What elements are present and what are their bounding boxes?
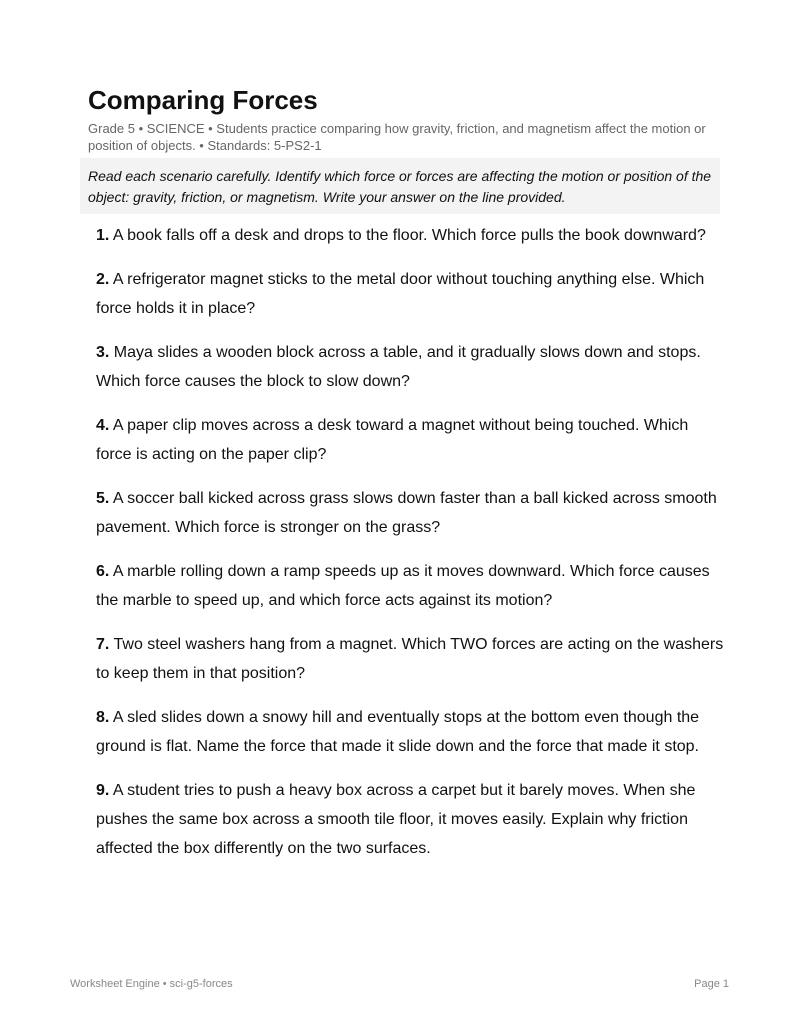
question-text: A refrigerator magnet sticks to the metal door without touching anything else. Which force holds it in place? <box>96 271 705 317</box>
question-3 <box>96 338 726 396</box>
question-8 <box>96 703 726 761</box>
instructions-box: Read each scenario carefully. Identify which force or forces are affecting the motion or position of the object: gravity, friction, or magnetism. Write your answer on the line provided. <box>80 158 720 214</box>
question-text: A soccer ball kicked across grass slows down faster than a ball kicked across smooth pavement. Which force is stronger on the grass? <box>96 490 717 536</box>
question-6 <box>96 557 726 615</box>
question-list <box>96 221 726 878</box>
question-number: 2. <box>96 271 110 288</box>
question-number: 8. <box>96 709 110 726</box>
question-1 <box>96 221 726 250</box>
question-text: Maya slides a wooden block across a table, and it gradually slows down and stops. Which force causes the block to slow down? <box>96 344 701 390</box>
question-number: 7. <box>96 636 110 653</box>
question-5 <box>96 484 726 542</box>
page-subtitle: Grade 5 • SCIENCE • Students practice comparing how gravity, friction, and magnetism affect the motion or position of objects. • Standards: 5-PS2-1 <box>88 121 706 153</box>
question-9 <box>96 776 726 863</box>
question-text: A student tries to push a heavy box across a carpet but it barely moves. When she pushes the same box across a smooth tile floor, it moves easily. Explain why friction affected the box differently on the two surfaces. <box>96 782 696 857</box>
question-number: 5. <box>96 490 110 507</box>
question-text: A sled slides down a snowy hill and eventually stops at the bottom even though the ground is flat. Name the force that made it slide down and the force that made it stop. <box>96 709 700 755</box>
question-number: 6. <box>96 563 110 580</box>
question-text: A paper clip moves across a desk toward a magnet without being touched. Which force is acting on the paper clip? <box>96 417 689 463</box>
page-title: Comparing Forces <box>88 85 318 115</box>
question-text: A marble rolling down a ramp speeds up as it moves downward. Which force causes the marble to speed up, and which force acts against its motion? <box>96 563 710 609</box>
footer-source: Worksheet Engine • sci-g5-forces <box>70 978 233 990</box>
footer-page-number: Page 1 <box>694 978 729 990</box>
question-number: 1. <box>96 227 110 244</box>
question-2 <box>96 265 726 323</box>
question-number: 9. <box>96 782 110 799</box>
question-4 <box>96 411 726 469</box>
question-7 <box>96 630 726 688</box>
question-text: Two steel washers hang from a magnet. Which TWO forces are acting on the washers to keep them in that position? <box>96 636 724 682</box>
question-number: 4. <box>96 417 110 434</box>
question-number: 3. <box>96 344 110 361</box>
question-text: A book falls off a desk and drops to the floor. Which force pulls the book downward? <box>112 227 706 244</box>
